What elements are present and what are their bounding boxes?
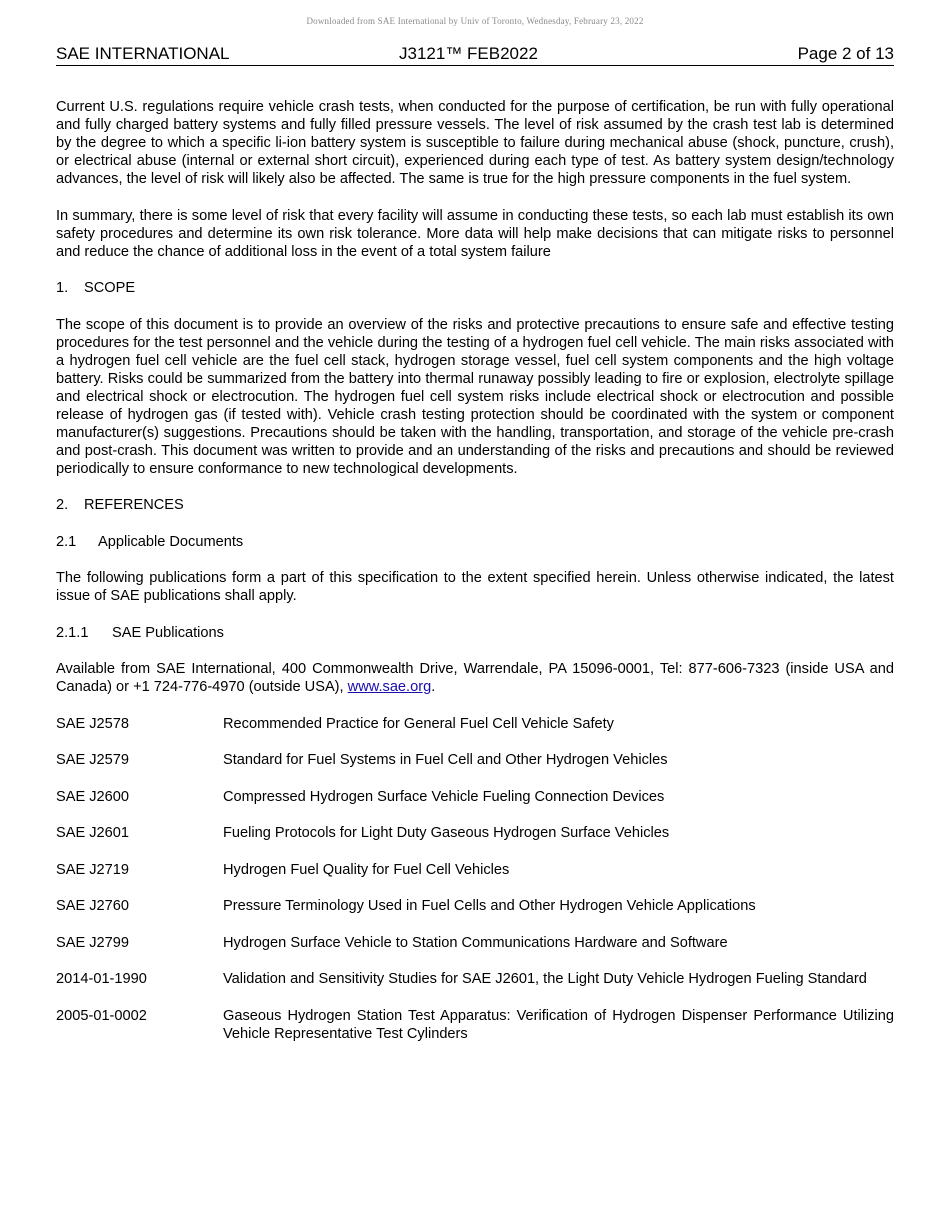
section-title: Applicable Documents — [98, 533, 244, 550]
reference-id: SAE J2799 — [56, 934, 130, 951]
reference-title: Fueling Protocols for Light Duty Gaseous Hydrogen Surface Vehicles — [223, 825, 670, 841]
section-number: 2.1 — [56, 533, 77, 550]
reference-row — [56, 970, 894, 988]
section-title: SCOPE — [84, 280, 136, 296]
reference-title: Pressure Terminology Used in Fuel Cells and Other Hydrogen Vehicle Applications — [223, 898, 756, 914]
page-header — [56, 44, 894, 66]
reference-title: Compressed Hydrogen Surface Vehicle Fueling Connection Devices — [223, 788, 665, 805]
header-page-number: Page 2 of 13 — [797, 44, 894, 63]
reference-title: Hydrogen Fuel Quality for Fuel Cell Vehicles — [223, 861, 510, 878]
reference-title: Standard for Fuel Systems in Fuel Cell and Other Hydrogen Vehicles — [223, 752, 668, 768]
reference-row — [56, 934, 894, 952]
reference-row — [56, 897, 894, 915]
reference-row — [56, 751, 894, 769]
scope-paragraph: The scope of this document is to provide an overview of the risks and protective precautions to ensure safe and effective testing procedures for the test personnel and the vehicle during the testing of a hydrogen fuel cell vehicle. The main risks associated with a hydrogen fuel cell vehicle are the fuel cell stack, hydrogen storage vessel, fuel cell system components and the high voltage battery. Risks could be summarized from the battery into thermal runaway possibly leading to fire or explosion, electrolyte spillage and electrical shock or electrocution. The hydrogen fuel cell system risks include electrical shock or electrocution and possible release of hydrogen gas (if tested with). Vehicle crash testing protection should be coordinated with the system or component manufacturer(s) suggestions. Precautions should be taken with the handling, transportation, and storage of the vehicle pre-crash and post-crash. This document was written to provide and an understanding of the risks and precautions and should be reviewed periodically to ensure conformance to new technological developments. — [56, 316, 894, 477]
reference-id: 2005-01-0002 — [56, 1007, 147, 1024]
section-title: REFERENCES — [84, 497, 184, 513]
intro-paragraph-2: In summary, there is some level of risk that every facility will assume in conducting these tests, so each lab must establish its own safety procedures and determine its own risk tolerance. More data will help make decisions that can mitigate risks to personnel and reduce the chance of additional loss in the event of a total system failure — [56, 207, 894, 260]
reference-id: 2014-01-1990 — [56, 971, 147, 987]
intro-paragraph-1: Current U.S. regulations require vehicle crash tests, when conducted for the purpose of certification, be run with fully operational and fully charged battery systems and fully filled pressure vessels. The level of risk assumed by the crash test lab is determined by the degree to which a specific li-ion battery system is susceptible to failure during mechanical abuse (shock, puncture, crush), or electrical abuse (internal or external short circuit), experienced during each type of test. As battery system design/technology advances, the level of risk will likely also be affected. The same is true for the high pressure components in the fuel system. — [56, 99, 894, 187]
header-org: SAE INTERNATIONAL — [56, 44, 230, 63]
reference-id: SAE J2760 — [56, 898, 130, 914]
reference-title: Recommended Practice for General Fuel Cell Vehicle Safety — [223, 715, 614, 732]
reference-title: Hydrogen Surface Vehicle to Station Communications Hardware and Software — [223, 934, 728, 951]
subsection-heading-applicable-documents — [56, 533, 894, 551]
reference-row — [56, 788, 894, 806]
reference-row — [56, 715, 894, 733]
header-doc-id: J3121™ FEB2022 — [399, 44, 538, 63]
reference-id: SAE J2719 — [56, 861, 130, 878]
availability-period: . — [431, 679, 436, 695]
reference-id: SAE J2578 — [56, 715, 130, 732]
reference-row — [56, 861, 894, 879]
section-heading-scope — [56, 279, 894, 297]
reference-list — [56, 715, 894, 1043]
document-body — [56, 98, 894, 1061]
section-number: 1. — [56, 280, 69, 296]
reference-id: SAE J2600 — [56, 788, 130, 805]
subsection-heading-sae-publications — [56, 624, 894, 642]
availability-text: Available from SAE International, 400 Commonwealth Drive, Warrendale, PA 15096-0001, Tel: 877-606-7323 (inside USA and Canada) or +1 724-776-4970 (outside USA), — [56, 661, 894, 695]
section-number: 2. — [56, 497, 69, 513]
reference-id: SAE J2601 — [56, 825, 130, 841]
sae-website-link[interactable]: www.sae.org — [347, 679, 432, 695]
section-number: 2.1.1 — [56, 624, 89, 641]
section-heading-references — [56, 496, 894, 514]
reference-title: Gaseous Hydrogen Station Test Apparatus: Verification of Hydrogen Dispenser Performance Utilizing Vehicle Representative Test Cylinders — [223, 1007, 894, 1042]
reference-title: Validation and Sensitivity Studies for SAE J2601, the Light Duty Vehicle Hydrogen Fueling Standard — [223, 971, 867, 987]
reference-row — [56, 1007, 894, 1043]
applicable-documents-paragraph: The following publications form a part of this specification to the extent specified herein. Unless otherwise indicated, the latest issue of SAE publications shall apply. — [56, 570, 894, 604]
reference-id: SAE J2579 — [56, 752, 130, 768]
reference-row — [56, 824, 894, 842]
availability-paragraph — [56, 660, 894, 696]
download-watermark: Downloaded from SAE International by Univ of Toronto, Wednesday, February 23, 2022 — [306, 16, 644, 26]
section-title: SAE Publications — [112, 624, 224, 641]
